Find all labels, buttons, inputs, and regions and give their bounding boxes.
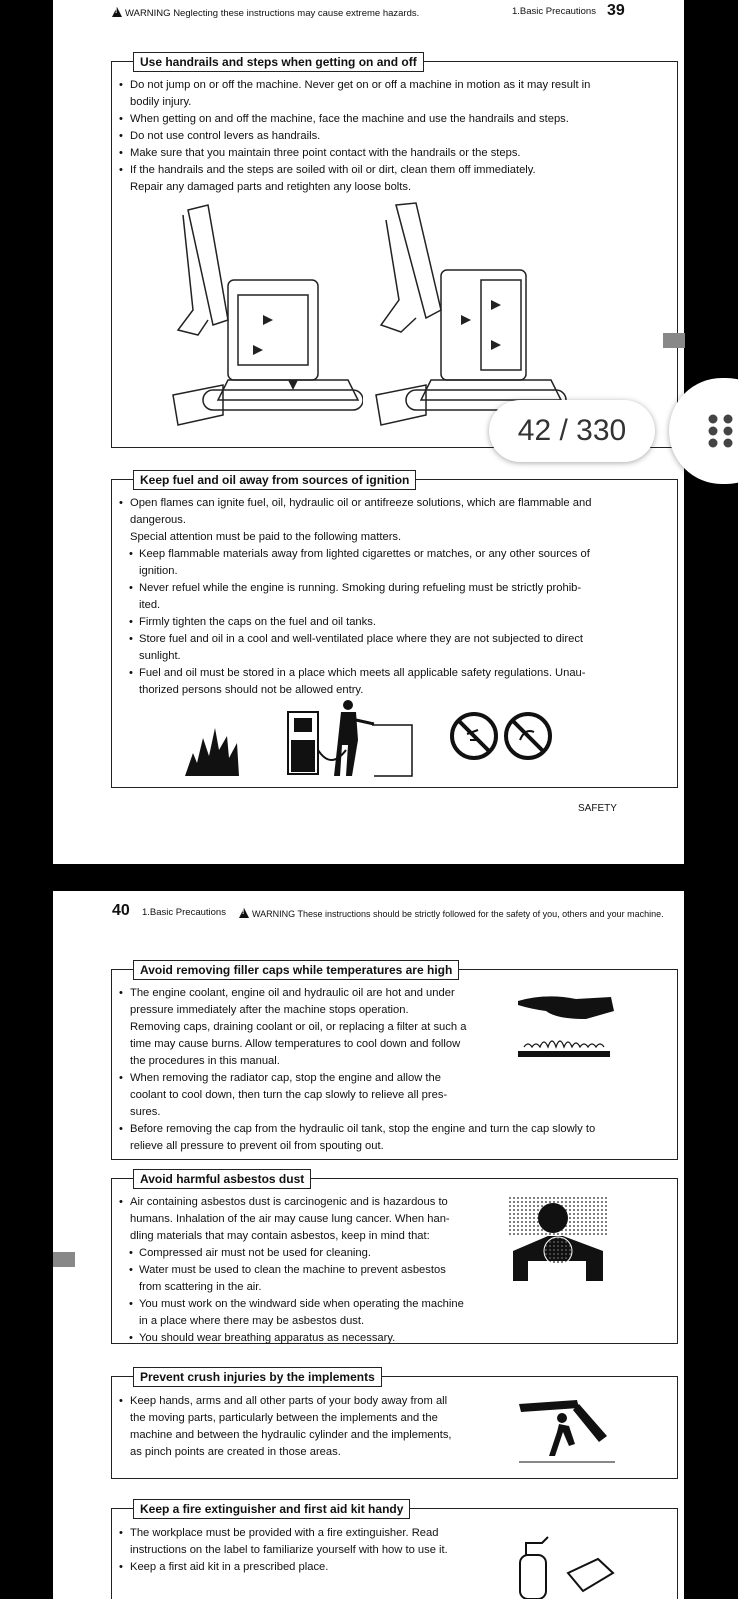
- list-item: • Keep hands, arms and all other parts of your body away from all: [119, 1393, 539, 1410]
- list-item-cont: thorized persons should not be allowed entry.: [139, 684, 364, 696]
- sub-list-item: • Compressed air must not be used for cleaning.: [129, 1245, 539, 1262]
- sub-list-item: • Keep flammable materials away from lighted cigarettes or matches, or any other sources of: [129, 546, 674, 563]
- asbestos-text: [119, 1194, 539, 1347]
- list-item: • The engine coolant, engine oil and hydraulic oil are hot and under: [119, 985, 674, 1002]
- list-item-cont: bodily injury.: [130, 96, 192, 108]
- warning-icon: [239, 908, 249, 918]
- list-item: • Before removing the cap from the hydraulic oil tank, stop the engine and turn the cap slowly to: [119, 1121, 674, 1138]
- handrails-title: Use handrails and steps when getting on and off: [133, 52, 424, 72]
- list-item-cont: coolant to cool down, then turn the cap slowly to relieve all pres-: [130, 1089, 448, 1101]
- list-item: • If the handrails and the steps are soiled with oil or dirt, clean them off immediately.: [119, 162, 674, 179]
- warning-icon: [112, 7, 122, 17]
- list-item: • Do not use control levers as handrails.: [119, 128, 674, 145]
- list-item-cont: relieve all pressure to prevent oil from spouting out.: [130, 1140, 384, 1152]
- list-item-cont: in a place where there may be asbestos dust.: [139, 1315, 365, 1327]
- extinguisher-text: [119, 1525, 539, 1576]
- header-warning-text: WARNING These instructions should be strictly followed for the safety of you, others and your machine.: [252, 909, 664, 919]
- list-item-cont: sures.: [130, 1106, 161, 1118]
- list-item: • Air containing asbestos dust is carcinogenic and is hazardous to: [119, 1194, 539, 1211]
- crush-text: [119, 1393, 539, 1461]
- list-item-cont: ignition.: [139, 565, 178, 577]
- list-item-cont: the procedures in this manual.: [130, 1055, 280, 1067]
- list-item: • The workplace must be provided with a fire extinguisher. Read: [119, 1525, 539, 1542]
- list-item: • When removing the radiator cap, stop the engine and allow the: [119, 1070, 674, 1087]
- list-item: • When getting on and off the machine, face the machine and use the handrails and steps.: [119, 111, 674, 128]
- header-warning: [239, 907, 664, 919]
- header-warning-text: WARNING Neglecting these instructions may cause extreme hazards.: [125, 8, 420, 19]
- list-item-cont: time may cause burns. Allow temperatures to cool down and follow: [130, 1038, 461, 1050]
- list-item-cont: dangerous.: [130, 514, 186, 526]
- footer-label: SAFETY: [578, 803, 617, 814]
- refueling-icon: [286, 700, 416, 778]
- filler-caps-title: Avoid removing filler caps while temperatures are high: [133, 960, 459, 980]
- list-item-cont: pressure immediately after the machine stops operation.: [130, 1004, 409, 1016]
- list-item: • Make sure that you maintain three point contact with the handrails or the steps.: [119, 145, 674, 162]
- sub-list-item: • You should wear breathing apparatus as necessary.: [129, 1330, 539, 1347]
- no-smoking-icon: [450, 710, 554, 762]
- excavator-illustration-front: [168, 200, 363, 432]
- sub-list-item: • Water must be used to clean the machine to prevent asbestos: [129, 1262, 539, 1279]
- header-warning: [112, 6, 419, 19]
- list-item-cont: sunlight.: [139, 650, 181, 662]
- extinguisher-title: Keep a fire extinguisher and first aid kit handy: [133, 1499, 410, 1519]
- sub-list-item: • You must work on the windward side when operating the machine: [129, 1296, 539, 1313]
- crush-title: Prevent crush injuries by the implements: [133, 1367, 382, 1387]
- page-number: 39: [607, 2, 625, 19]
- flame-icon: [183, 718, 247, 778]
- list-item-cont: machine and between the hydraulic cylinder and the implements,: [130, 1429, 452, 1441]
- asbestos-title: Avoid harmful asbestos dust: [133, 1169, 311, 1189]
- header-section: 1.Basic Precautions: [512, 6, 596, 17]
- crush-hazard-icon: [517, 1396, 617, 1466]
- hot-surface-hand-icon: [516, 989, 616, 1069]
- list-item-cont: Special attention must be paid to the following matters.: [130, 531, 402, 543]
- scroll-indicator-right[interactable]: [663, 333, 685, 348]
- sub-list-item: • Fuel and oil must be stored in a place which meets all applicable safety regulations. Unau-: [129, 665, 674, 682]
- handrails-text: [119, 77, 674, 196]
- header-section: 1.Basic Precautions: [142, 907, 226, 918]
- list-item-cont: from scattering in the air.: [139, 1281, 262, 1293]
- manual-page-40: [53, 891, 684, 1599]
- fuel-title: Keep fuel and oil away from sources of ignition: [133, 470, 416, 490]
- drag-handle-icon: [708, 414, 734, 448]
- excavator-illustration-side: [371, 200, 571, 432]
- list-item: • Do not jump on or off the machine. Never get on or off a machine in motion as it may result in: [119, 77, 674, 94]
- list-item-cont: Removing caps, draining coolant or oil, or replacing a filter at such a: [130, 1021, 467, 1033]
- list-item-cont: humans. Inhalation of the air may cause lung cancer. When han-: [130, 1213, 450, 1225]
- list-item-cont: ited.: [139, 599, 161, 611]
- list-item-cont: Repair any damaged parts and retighten any loose bolts.: [130, 181, 412, 193]
- list-item: • Open flames can ignite fuel, oil, hydraulic oil or antifreeze solutions, which are flammable and: [119, 495, 674, 512]
- fire-extinguisher-icon: [508, 1533, 618, 1599]
- list-item-cont: the moving parts, particularly between the implements and the: [130, 1412, 438, 1424]
- fuel-text: [119, 495, 674, 699]
- page-number: 40: [112, 902, 130, 919]
- scroll-indicator-left[interactable]: [53, 1252, 75, 1267]
- sub-list-item: • Firmly tighten the caps on the fuel and oil tanks.: [129, 614, 674, 631]
- list-item-cont: as pinch points are created in those areas.: [130, 1446, 341, 1458]
- sub-list-item: • Store fuel and oil in a cool and well-ventilated place where they are not subjected to direct: [129, 631, 674, 648]
- page-counter: 42 / 330: [489, 400, 655, 462]
- list-item-cont: instructions on the label to familiarize yourself with how to use it.: [130, 1544, 448, 1556]
- asbestos-dust-icon: [508, 1196, 618, 1286]
- sub-list-item: • Never refuel while the engine is running. Smoking during refueling must be strictly prohib-: [129, 580, 674, 597]
- list-item-cont: dling materials that may contain asbestos, keep in mind that:: [130, 1230, 430, 1242]
- list-item: • Keep a first aid kit in a prescribed place.: [119, 1559, 539, 1576]
